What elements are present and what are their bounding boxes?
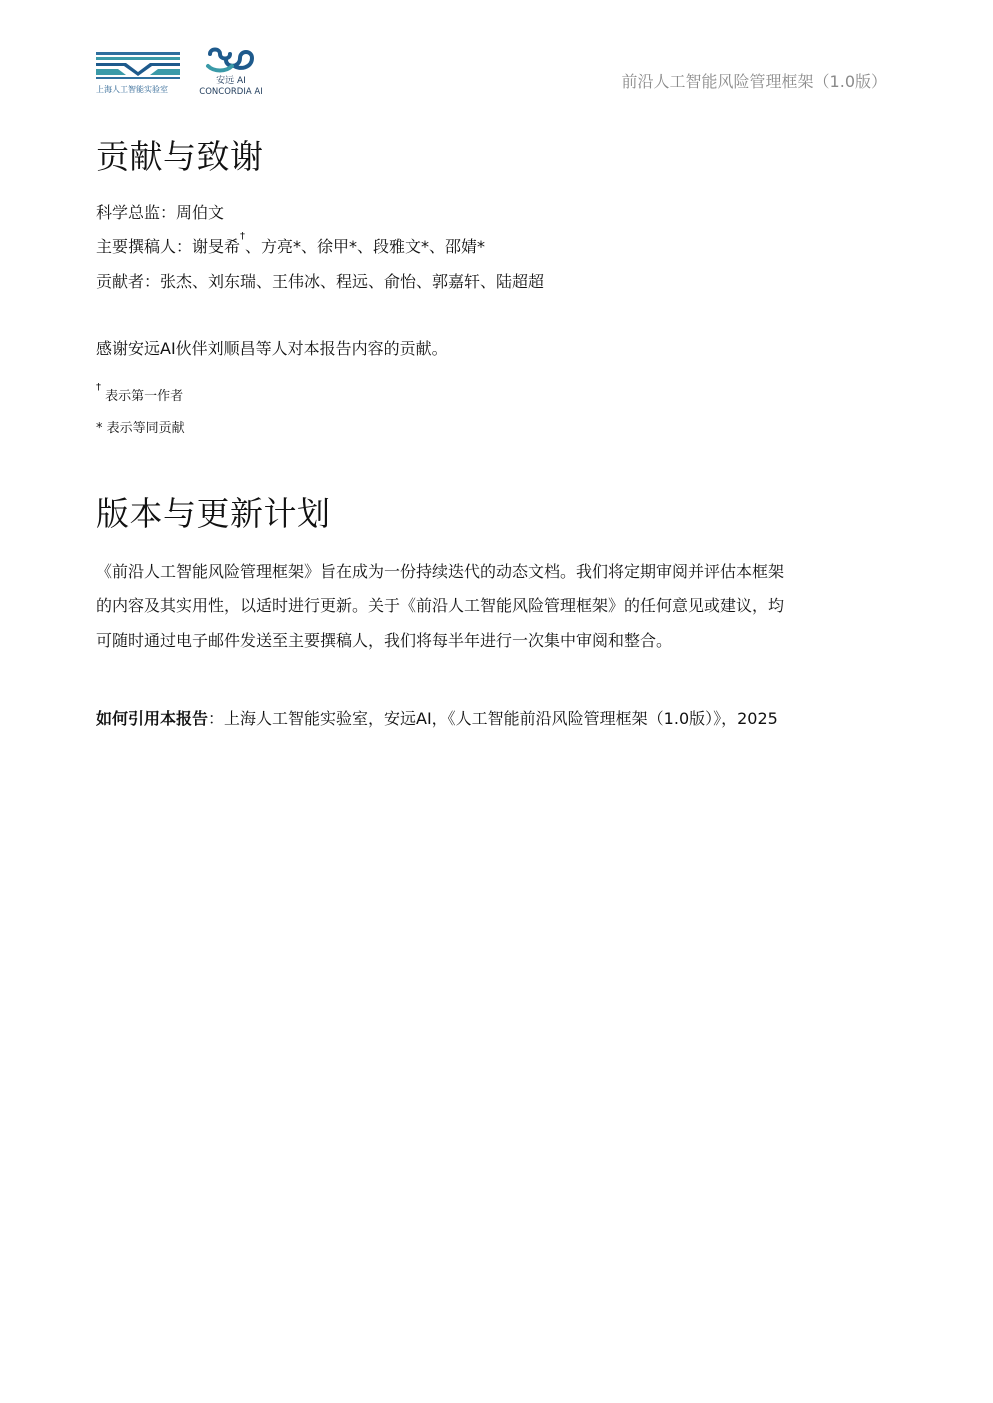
concordia-ai-logo [196, 46, 266, 98]
contributions-heading: 贡献与致谢 [96, 137, 264, 176]
main-authors-rest: 、方亮*、徐甲*、段雅文*、邵婧* [245, 237, 486, 256]
version-heading: 版本与更新计划 [96, 494, 331, 533]
version-paragraph-line-1: 《前沿人工智能风险管理框架》旨在成为一份持续迭代的动态文档。我们将定期审阅并评估本框架 [96, 562, 785, 581]
document-header-title: 前沿人工智能风险管理框架（1.0版） [621, 72, 887, 91]
contributors-line: 贡献者：张杰、刘东瑞、王伟冰、程远、俞怡、郭嘉轩、陆超超 [96, 272, 545, 291]
version-paragraph-line-2: 的内容及其实用性，以适时进行更新。关于《前沿人工智能风险管理框架》的任何意见或建议，均 [96, 596, 785, 615]
note-first-mark: † [96, 382, 101, 393]
thanks-line: 感谢安远AI伙伴刘顺昌等人对本报告内容的贡献。 [96, 339, 448, 358]
version-paragraph-line-3: 可随时通过电子邮件发送至主要撰稿人，我们将每半年进行一次集中审阅和整合。 [96, 631, 673, 650]
main-authors-label: 主要撰稿人：谢旻希 [96, 237, 241, 256]
note-first-text: 表示第一作者 [101, 389, 184, 404]
note-first-author [96, 382, 184, 404]
main-authors-line [96, 231, 486, 257]
citation-label: 如何引用本报告 [96, 709, 209, 728]
note-equal-contribution: * 表示等同贡献 [96, 421, 185, 436]
logo-sh-text: 上海人工智能实验室 [96, 85, 168, 94]
citation-line [96, 706, 778, 729]
shanghai-ai-lab-logo [96, 52, 181, 96]
science-director-line: 科学总监：周伯文 [96, 203, 225, 222]
logo-ca-en: CONCORDIA AI [199, 87, 263, 97]
logo-ca-cn: 安远 AI [216, 76, 246, 86]
citation-text: ：上海人工智能实验室，安远AI，《人工智能前沿风险管理框架（1.0版）》，2025 [208, 709, 778, 728]
first-author-mark: † [240, 231, 246, 242]
